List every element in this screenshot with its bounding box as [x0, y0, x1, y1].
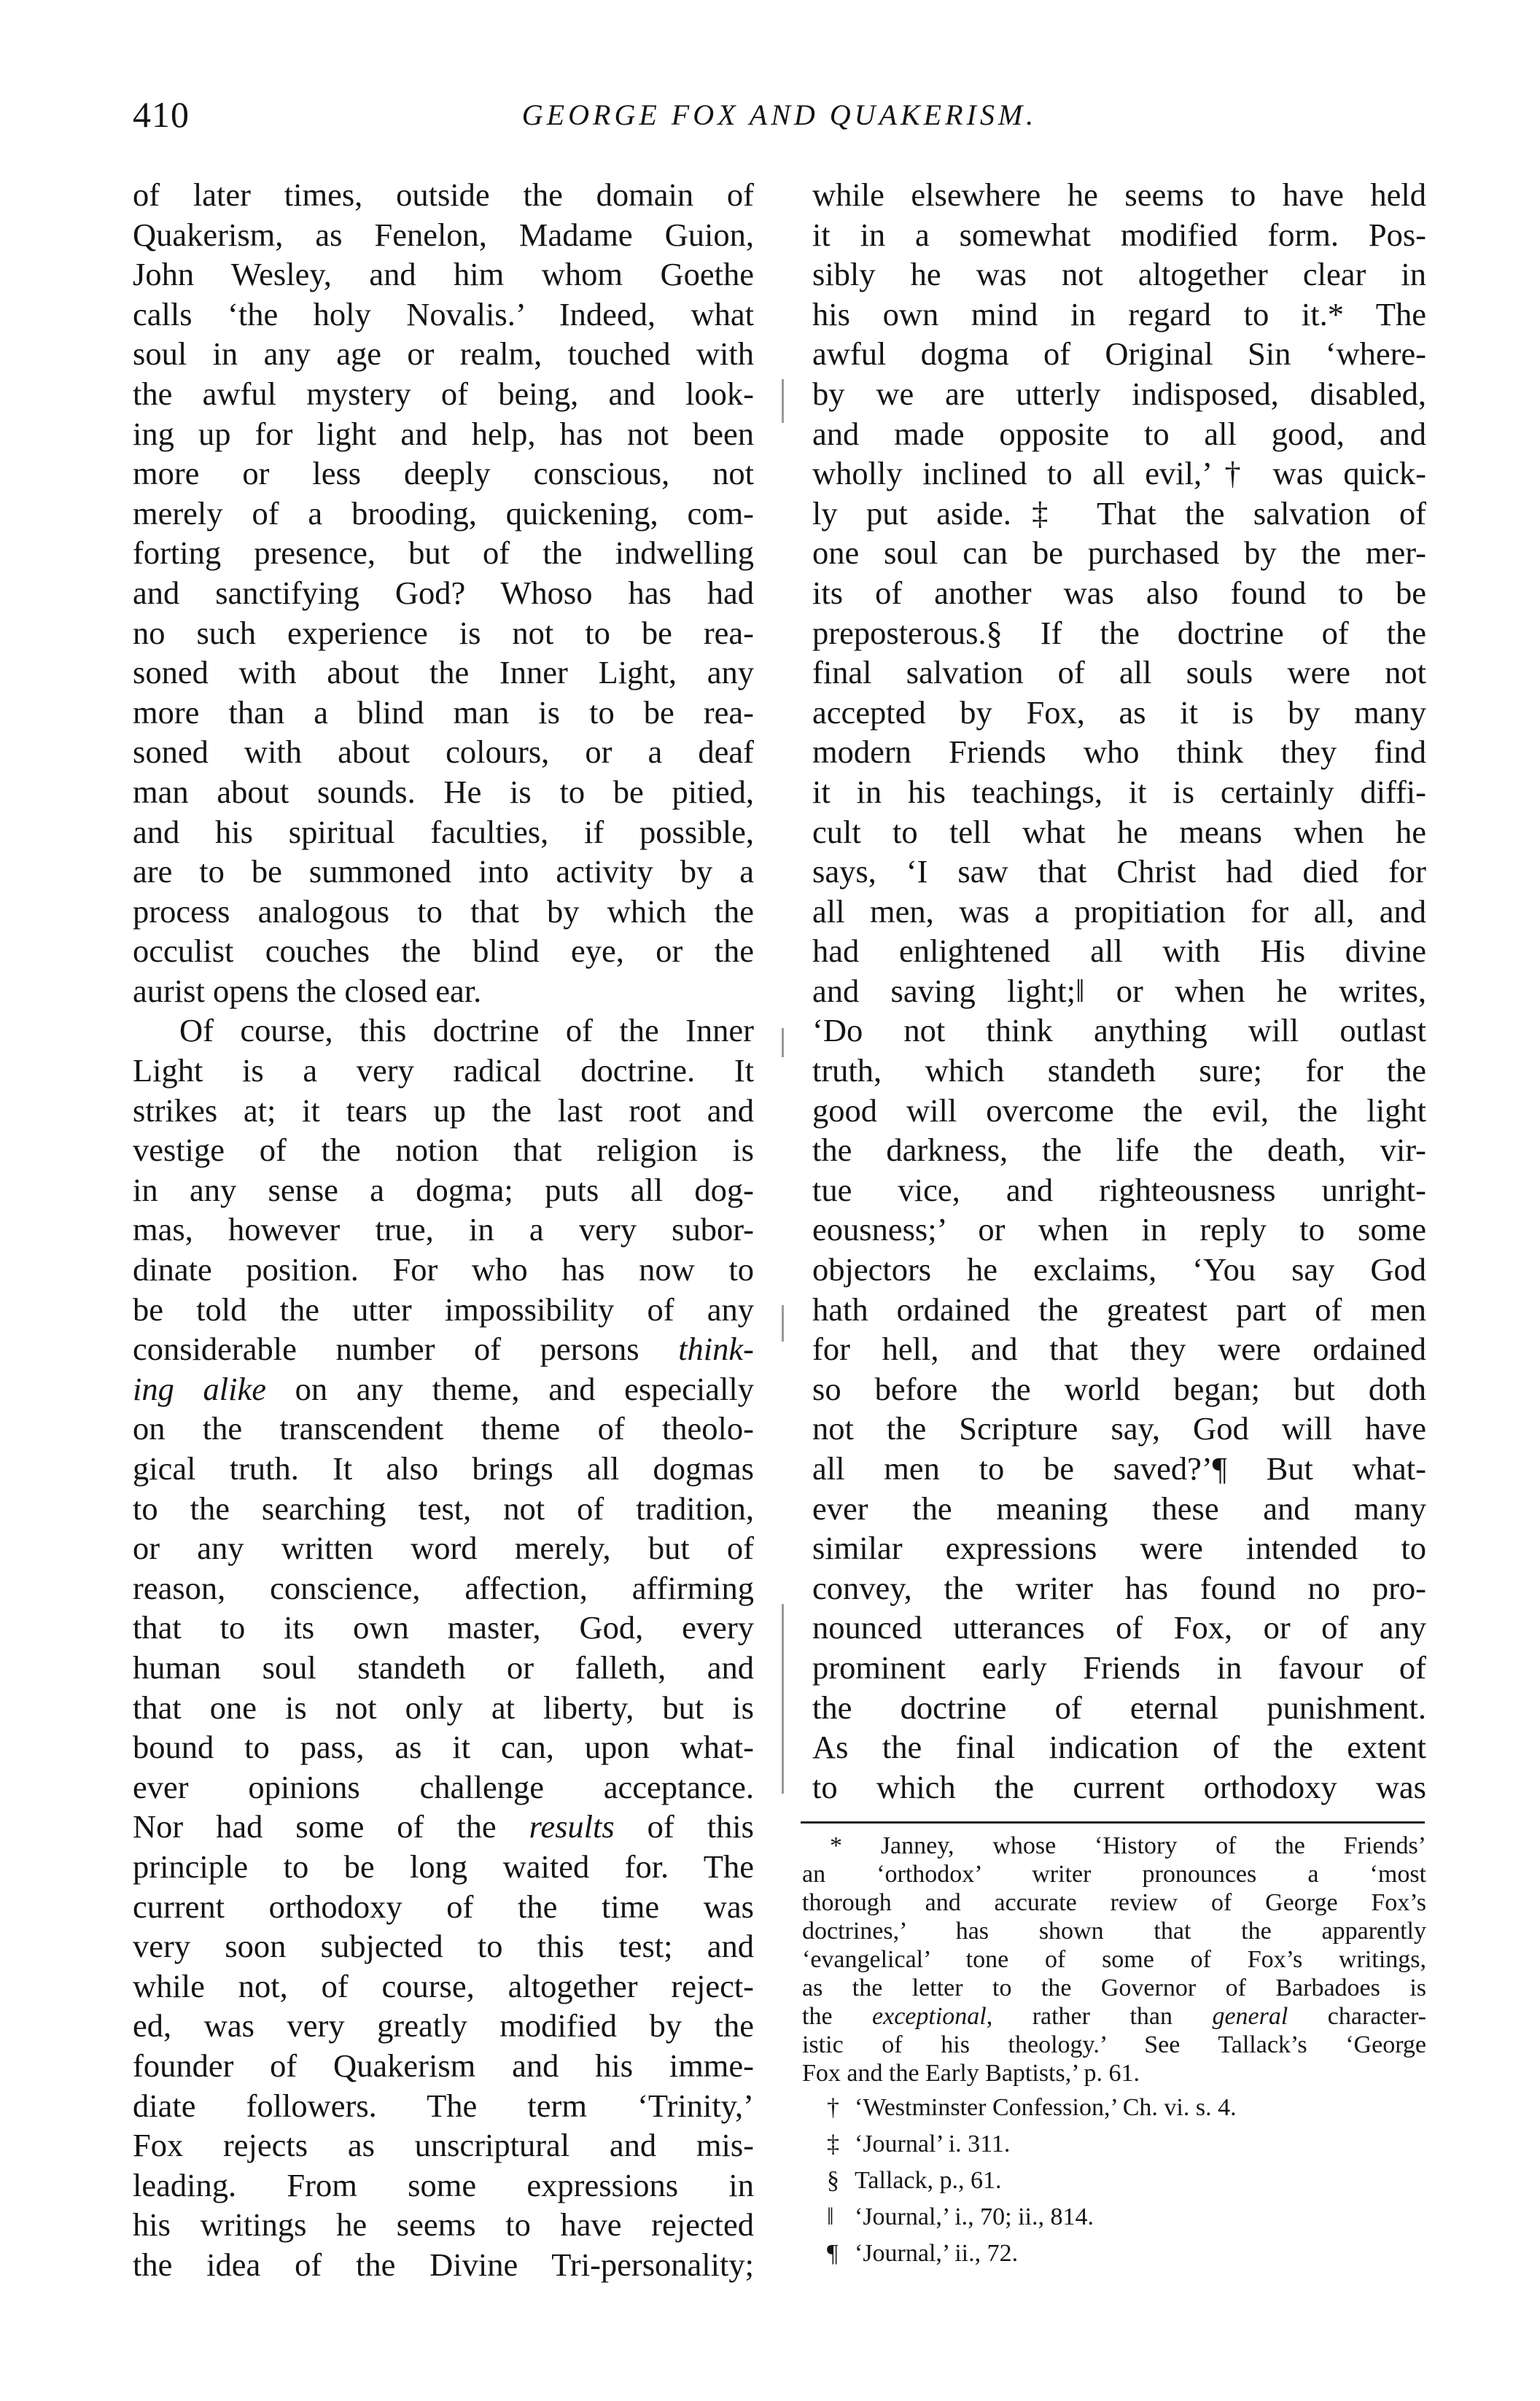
- page-number: 410: [133, 94, 190, 135]
- text-line: Light is a very radical doctrine. It: [133, 1052, 754, 1089]
- text-line: objectors he exclaims, ‘You say God: [812, 1251, 1426, 1288]
- text-line: more than a blind man is to be rea-: [133, 693, 754, 731]
- text-line: soul in any age or realm, touched with: [133, 335, 754, 373]
- footnote-line: doctrines,’ has shown that the apparently: [802, 1918, 1426, 1945]
- left-text-column: [133, 175, 754, 2284]
- footnote-item: † ‘Westminster Confession,’ Ch. vi. s. 4.: [802, 2092, 1426, 2124]
- text-line: principle to be long waited for. The: [133, 1848, 754, 1885]
- text-line: diate followers. The term ‘Trinity,’: [133, 2087, 754, 2124]
- text-line: soned with about colours, or a deaf: [133, 733, 754, 771]
- text-line: tue vice, and righteousness unright-: [812, 1171, 1426, 1208]
- footnote-marker: ‖: [827, 2203, 834, 2230]
- text-line: awful dogma of Original Sin ‘where-: [812, 335, 1426, 373]
- text-line: human soul standeth or falleth, and: [133, 1649, 754, 1686]
- text-line: on the transcendent theme of theolo-: [133, 1410, 754, 1447]
- text-line: wholly inclined to all evil,’† was quick-: [812, 455, 1426, 492]
- footnote-line: Fox and the Early Baptists,’ p. 61.: [802, 2060, 1140, 2087]
- text-line: the awful mystery of being, and look-: [133, 375, 754, 412]
- text-line: prominent early Friends in favour of: [812, 1649, 1426, 1686]
- footnote-marker: †: [827, 2094, 839, 2121]
- gutter-mark: [782, 1604, 784, 1794]
- text-line: no such experience is not to be rea-: [133, 614, 754, 651]
- footnote-line: as the letter to the Governor of Barbadoes is: [802, 1974, 1426, 2001]
- text-line: merely of a brooding, quickening, com-: [133, 494, 754, 532]
- text-line: it in a somewhat modified form. Pos-: [812, 216, 1426, 253]
- footnote-marker: ‡: [827, 2130, 839, 2157]
- page-header: [133, 93, 1426, 144]
- text-line: in any sense a dogma; puts all dog-: [133, 1171, 754, 1208]
- text-line: and his spiritual faculties, if possible,: [133, 813, 754, 850]
- text-line: the darkness, the life the death, vir-: [812, 1132, 1426, 1169]
- text-line: all men to be saved?’¶ But what-: [812, 1450, 1426, 1487]
- footnote-line: the exceptional, rather than general character-: [802, 2003, 1426, 2030]
- footnote-marker: ¶: [827, 2240, 839, 2267]
- text-line: leading. From some expressions in: [133, 2166, 754, 2203]
- text-line: John Wesley, and him whom Goethe: [133, 256, 754, 293]
- text-line: Of course, this doctrine of the Inner: [179, 1012, 754, 1049]
- text-line: ever the meaning these and many: [812, 1490, 1426, 1527]
- text-line: Fox rejects as unscriptural and mis-: [133, 2127, 754, 2164]
- text-line: the doctrine of eternal punishment.: [812, 1689, 1426, 1726]
- footnote-marker: §: [827, 2167, 839, 2194]
- text-line: one soul can be purchased by the mer-: [812, 534, 1426, 572]
- footnote-item: § Tallack, p., 61.: [802, 2165, 1426, 2197]
- text-line: process analogous to that by which the: [133, 892, 754, 930]
- text-line: for hell, and that they were ordained: [812, 1331, 1426, 1368]
- text-line: convey, the writer has found no pro-: [812, 1569, 1426, 1606]
- text-line: ing up for light and help, has not been: [133, 415, 754, 452]
- text-line: all men, was a propitiation for all, and: [812, 892, 1426, 930]
- text-line: truth, which standeth sure; for the: [812, 1052, 1426, 1089]
- footnote-line: * Janney, whose ‘History of the Friends’: [830, 1832, 1426, 1859]
- text-line: ed, was very greatly modified by the: [133, 2007, 754, 2044]
- text-line: gical truth. It also brings all dogmas: [133, 1450, 754, 1487]
- text-line: vestige of the notion that religion is: [133, 1132, 754, 1169]
- footnote-line: thorough and accurate review of George Fox’s: [802, 1889, 1426, 1916]
- footnote-line: ‘evangelical’ tone of some of Fox’s writings,: [802, 1946, 1426, 1973]
- text-line: it in his teachings, it is certainly diffi-: [812, 773, 1426, 810]
- text-line: final salvation of all souls were not: [812, 654, 1426, 691]
- text-line: strikes at; it tears up the last root and: [133, 1091, 754, 1129]
- text-line: founder of Quakerism and his imme-: [133, 2047, 754, 2084]
- footnote-item: ¶ ‘Journal,’ ii., 72.: [802, 2238, 1426, 2270]
- text-line: good will overcome the evil, the light: [812, 1091, 1426, 1129]
- text-line: hath ordained the greatest part of men: [812, 1291, 1426, 1328]
- text-line: nounced utterances of Fox, or of any: [812, 1609, 1426, 1646]
- footnote-item: ‡ ‘Journal’ i. 311.: [802, 2128, 1426, 2160]
- text-line: current orthodoxy of the time was: [133, 1888, 754, 1925]
- text-line: As the final indication of the extent: [812, 1729, 1426, 1766]
- text-line: very soon subjected to this test; and: [133, 1928, 754, 1965]
- gutter-mark: [782, 1305, 784, 1342]
- text-line: are to be summoned into activity by a: [133, 853, 754, 890]
- text-line: or any written word merely, but of: [133, 1530, 754, 1567]
- text-line: aurist opens the closed ear.: [133, 972, 482, 1009]
- footnotes: [802, 1832, 1426, 2270]
- text-line: more or less deeply conscious, not: [133, 455, 754, 492]
- text-line: ly put aside.‡ That the salvation of: [812, 494, 1426, 532]
- text-line: by we are utterly indisposed, disabled,: [812, 375, 1426, 412]
- text-line: occulist couches the blind eye, or the: [133, 933, 754, 970]
- text-line: soned with about the Inner Light, any: [133, 654, 754, 691]
- text-line: preposterous.§ If the doctrine of the: [812, 614, 1426, 651]
- text-line: to which the current orthodoxy was: [812, 1768, 1426, 1805]
- text-line: dinate position. For who has now to: [133, 1251, 754, 1288]
- text-line: mas, however true, in a very subor-: [133, 1211, 754, 1248]
- footnote-rule: [801, 1821, 1425, 1824]
- text-line: had enlightened all with His divine: [812, 933, 1426, 970]
- text-line: similar expressions were intended to: [812, 1530, 1426, 1567]
- text-line: while elsewhere he seems to have held: [812, 176, 1426, 213]
- text-line: sibly he was not altogether clear in: [812, 256, 1426, 293]
- text-line: forting presence, but of the indwelling: [133, 534, 754, 572]
- text-line: ‘Do not think anything will outlast: [812, 1012, 1426, 1049]
- running-title: GEORGE FOX AND QUAKERISM.: [521, 98, 1038, 131]
- text-line: man about sounds. He is to be pitied,: [133, 773, 754, 810]
- right-text-column: [812, 175, 1426, 1807]
- text-line: that to its own master, God, every: [133, 1609, 754, 1646]
- text-line: eousness;’ or when in reply to some: [812, 1211, 1426, 1248]
- text-line: ing alike on any theme, and especially: [133, 1370, 754, 1407]
- text-line: ever opinions challenge acceptance.: [133, 1768, 754, 1805]
- text-line: and saving light;‖ or when he writes,: [812, 972, 1426, 1009]
- text-line: that one is not only at liberty, but is: [133, 1689, 754, 1726]
- gutter-mark: [782, 1028, 784, 1057]
- text-line: its of another was also found to be: [812, 574, 1426, 611]
- text-line: of later times, outside the domain of: [133, 176, 754, 213]
- text-line: Nor had some of the results of this: [133, 1808, 754, 1845]
- text-line: calls ‘the holy Novalis.’ Indeed, what: [133, 295, 754, 332]
- text-line: not the Scripture say, God will have: [812, 1410, 1426, 1447]
- text-line: the idea of the Divine Tri-personality;: [133, 2246, 754, 2283]
- text-line: says, ‘I saw that Christ had died for: [812, 853, 1426, 890]
- text-line: modern Friends who think they find: [812, 733, 1426, 771]
- text-line: cult to tell what he means when he: [812, 813, 1426, 850]
- text-line: while not, of course, altogether reject-: [133, 1967, 754, 2004]
- text-line: and sanctifying God? Whoso has had: [133, 574, 754, 611]
- text-line: bound to pass, as it can, upon what-: [133, 1729, 754, 1766]
- text-line: reason, conscience, affection, affirming: [133, 1569, 754, 1606]
- text-line: to the searching test, not of tradition,: [133, 1490, 754, 1527]
- footnote-item: ‖ ‘Journal,’ i., 70; ii., 814.: [802, 2201, 1426, 2233]
- text-line: accepted by Fox, as it is by many: [812, 693, 1426, 731]
- text-line: Quakerism, as Fenelon, Madame Guion,: [133, 216, 754, 253]
- gutter-mark: [782, 379, 784, 423]
- text-line: considerable number of persons think-: [133, 1331, 754, 1368]
- text-line: and made opposite to all good, and: [812, 415, 1426, 452]
- footnote-line: istic of his theology.’ See Tallack’s ‘George: [802, 2031, 1426, 2058]
- text-line: be told the utter impossibility of any: [133, 1291, 754, 1328]
- text-line: his writings he seems to have rejected: [133, 2206, 754, 2244]
- text-line: so before the world began; but doth: [812, 1370, 1426, 1407]
- footnote-line: an ‘orthodox’ writer pronounces a ‘most: [802, 1861, 1426, 1888]
- text-line: his own mind in regard to it.* The: [812, 295, 1426, 332]
